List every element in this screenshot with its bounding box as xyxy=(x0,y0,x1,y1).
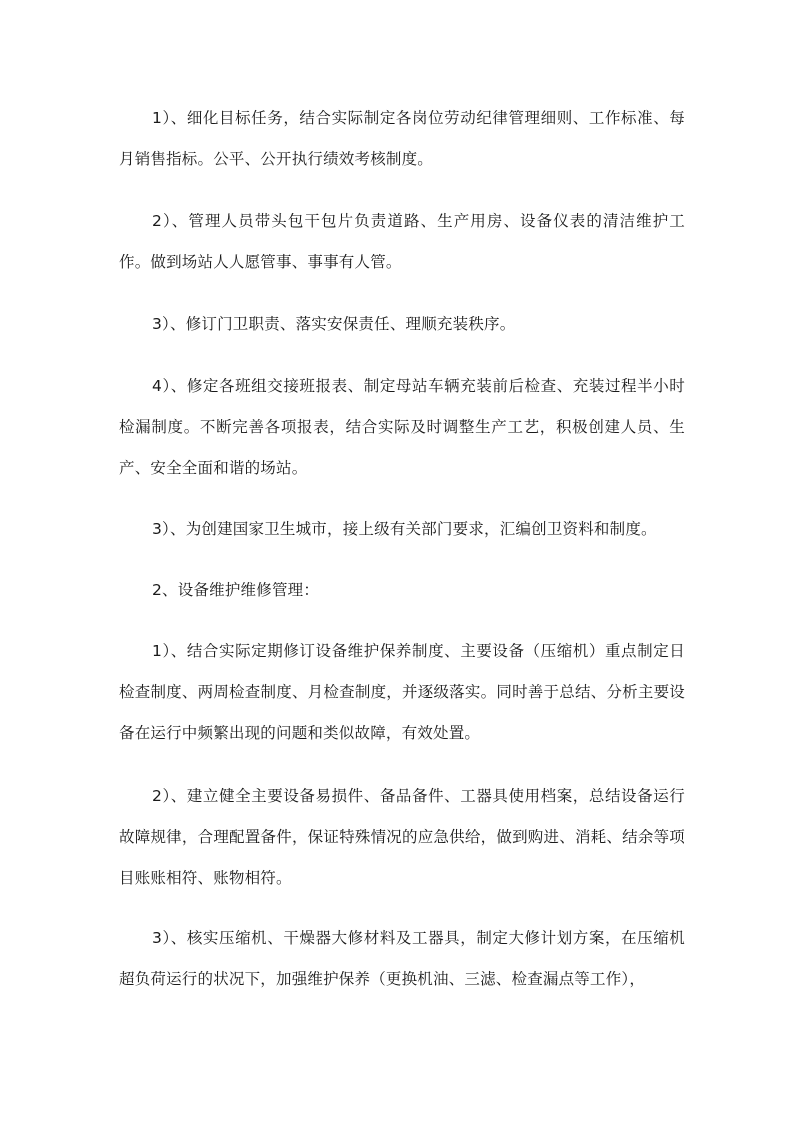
paragraph-guard-duties: 3）、修订门卫职责、落实安保责任、理顺充装秩序。 xyxy=(152,315,516,333)
section-heading-equipment-maintenance: 2、设备维护维修管理： xyxy=(152,581,320,599)
paragraph-manager-cleaning: 2）、管理人员带头包干包片负责道路、生产用房、设备仪表的清洁维护工作。做到场站人人愿管事、事事有人管。 xyxy=(119,212,685,271)
paragraph-sanitary-city: 3）、为创建国家卫生城市，接上级有关部门要求，汇编创卫资料和制度。 xyxy=(152,520,657,538)
paragraph-maintenance-system: 1）、结合实际定期修订设备维护保养制度、主要设备（压缩机）重点制定日检查制度、两周检查制度、月检查制度，并逐级落实。同时善于总结、分析主要设备在运行中频繁出现的问题和类似故障，有效处置。 xyxy=(119,642,685,742)
paragraph-target-tasks: 1）、细化目标任务，结合实际制定各岗位劳动纪律管理细则、工作标准、每月销售指标。公平、公开执行绩效考核制度。 xyxy=(119,109,685,168)
paragraph-shift-reports: 4）、修定各班组交接班报表、制定母站车辆充装前后检查、充装过程半小时检漏制度。不断完善各项报表，结合实际及时调整生产工艺，积极创建人员、生产、安全全面和谐的场站。 xyxy=(119,377,685,477)
paragraph-spare-parts-records: 2）、建立健全主要设备易损件、备品备件、工器具使用档案，总结设备运行故障规律，合理配置备件，保证特殊情况的应急供给，做到购进、消耗、结余等项目账账相符、账物相符。 xyxy=(119,787,685,887)
paragraph-compressor-overhaul: 3）、核实压缩机、干燥器大修材料及工器具，制定大修计划方案，在压缩机超负荷运行的状况下，加强维护保养（更换机油、三滤、检查漏点等工作）， xyxy=(119,929,685,988)
